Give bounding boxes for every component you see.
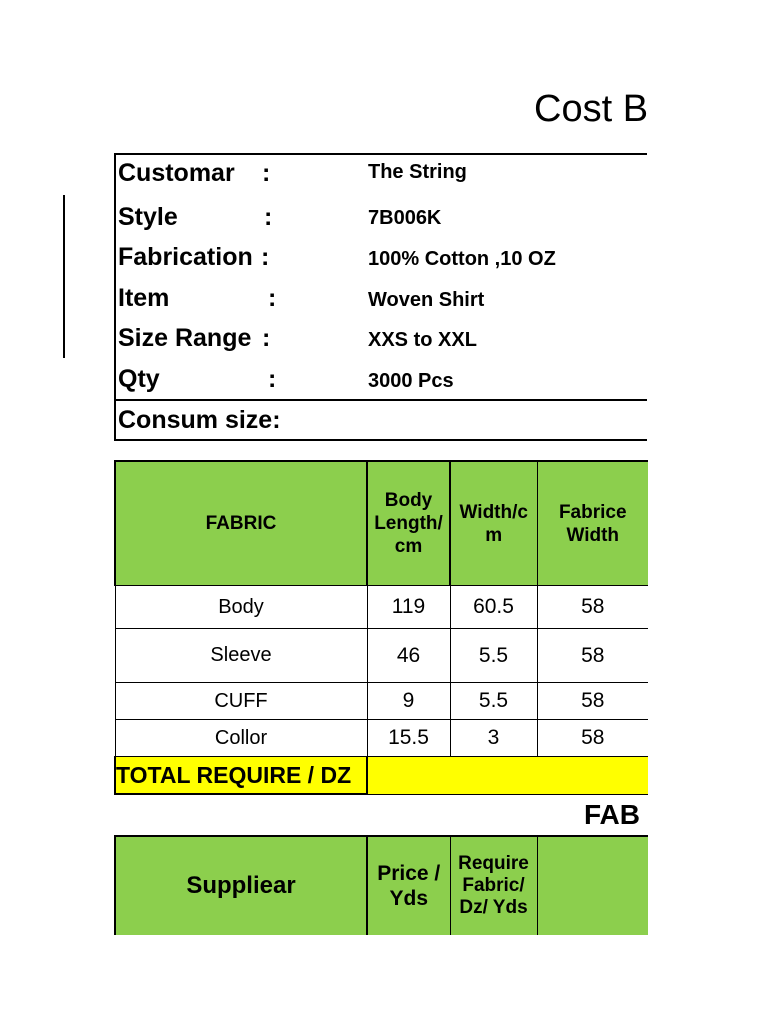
info-label-item: Item <box>118 284 170 312</box>
width-cell: 5.5 <box>450 629 537 683</box>
info-label-qty: Qty <box>118 365 160 393</box>
info-value-size-range: XXS to XXL <box>368 329 477 351</box>
col-header-fabric-width: Fabrice Width <box>537 461 648 586</box>
total-require-label: TOTAL REQUIRE / DZ <box>115 757 367 795</box>
supplier-table-header <box>115 836 648 935</box>
fabric-width-cell: 58 <box>537 629 648 683</box>
info-label-customer: Customar <box>118 159 235 187</box>
consum-divider <box>116 399 647 401</box>
consum-size-label: Consum size: <box>118 406 281 434</box>
info-value-qty: 3000 Pcs <box>368 370 454 392</box>
col-header-body-length: Body Length/ cm <box>367 461 450 586</box>
info-row-size-range <box>116 321 647 361</box>
section-label: FAB <box>584 799 640 830</box>
info-colon: : <box>261 243 270 271</box>
info-value-customer: The String <box>368 161 467 183</box>
col-header-require-fabric: Require Fabric/ Dz/ Yds <box>450 836 537 935</box>
info-label-size-range: Size Range <box>118 324 252 352</box>
info-label-fabrication: Fabrication <box>118 243 253 271</box>
body-length-cell: 15.5 <box>367 720 450 757</box>
sheet-title: Cost B <box>534 88 649 130</box>
info-row-style <box>116 199 647 239</box>
fabric-table-header <box>115 461 648 586</box>
body-length-cell: 119 <box>367 586 450 629</box>
total-require-row <box>115 757 648 795</box>
info-value-fabrication: 100% Cotton ,10 OZ <box>368 248 556 270</box>
body-length-cell: 9 <box>367 683 450 720</box>
col-header-price: Price / Yds <box>367 836 450 935</box>
info-colon: : <box>264 203 273 231</box>
info-colon: : <box>262 159 271 187</box>
info-row-item <box>116 281 647 321</box>
info-label-style: Style <box>118 203 178 231</box>
fabric-part-name: Collor <box>115 720 367 757</box>
col-header-width: Width/c m <box>450 461 537 586</box>
fabric-width-cell: 58 <box>537 586 648 629</box>
order-info-block <box>114 153 647 441</box>
col-header-fabric: FABRIC <box>115 461 367 586</box>
table-row <box>115 683 648 720</box>
fabric-part-name: Sleeve <box>115 629 367 683</box>
info-row-customer <box>116 155 647 195</box>
table-row <box>115 586 648 629</box>
fabric-width-cell: 58 <box>537 720 648 757</box>
width-cell: 60.5 <box>450 586 537 629</box>
info-colon: : <box>268 365 277 393</box>
body-length-cell: 46 <box>367 629 450 683</box>
total-require-value <box>367 757 648 795</box>
info-colon: : <box>268 284 277 312</box>
info-value-style: 7B006K <box>368 207 442 229</box>
fabric-part-name: CUFF <box>115 683 367 720</box>
fabric-width-cell: 58 <box>537 683 648 720</box>
width-cell: 3 <box>450 720 537 757</box>
info-row-qty <box>116 362 647 402</box>
fabric-consumption-table <box>114 460 648 795</box>
margin-rule <box>63 195 65 358</box>
table-row <box>115 629 648 683</box>
col-header-supplier: Suppliear <box>115 836 367 935</box>
fabric-part-name: Body <box>115 586 367 629</box>
info-colon: : <box>262 324 271 352</box>
info-value-item: Woven Shirt <box>368 289 485 311</box>
supplier-table <box>114 835 648 935</box>
table-row <box>115 720 648 757</box>
col-header-blank <box>537 836 648 935</box>
width-cell: 5.5 <box>450 683 537 720</box>
info-row-fabrication <box>116 240 647 280</box>
